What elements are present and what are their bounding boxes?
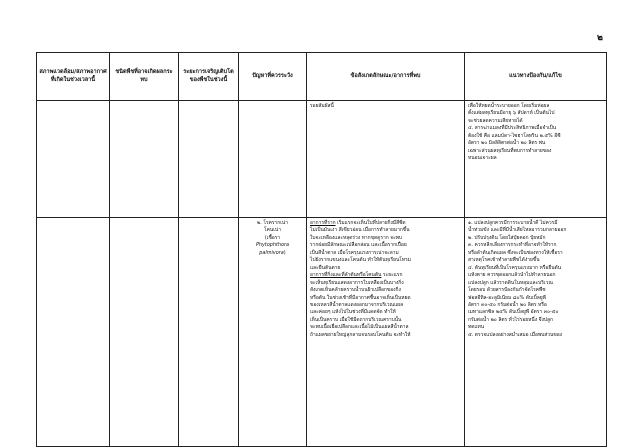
problem-label: ๒. โรครากเน่า โคนเน่า (เชื้อรา [257, 220, 288, 241]
cell-growth-stage [179, 218, 239, 447]
stem-symptom-heading: อาการที่กิ่งและที่ลำต้นหรือโคนต้น [310, 272, 382, 279]
stem-symptom-text: ระยะแรก จะเห็นทุเรียนแสดงอาการใบเหลืองเป็นบางกิ่ง สังเกตเห็นคล้ายคราบน้ำบนผิวเปลือกของกิ่ง หรือต้น ในช่วงเช้าที่มีอากาศชื้นอาจเห็นเป็นหยด ของเหลวสีน้ำตาลแดงออกมาจากบริเวณแผล และค่อยๆ แห้งไปในช่วงที่มีแดดจัด ทำให้ เห็นเป็นคราบ เมื่อใช้มีดถากบริเวณคราบนั้น จะพบเนื้อเยื่อเปลือกและเนื้อไม้เป็นแผลสีน้ำตาล ถ้าแผลขยายใหญ่ลุกลามจนรอบโคนต้น จะทำให้ [310, 272, 411, 338]
root-symptom-text: เริ่มแรกจะเห็นใบที่ปลายกิ่งมีสีซีด ไม่เป็นมันเงา สีเขียวอ่อน เมื่อการทำลายมากขึ้น ใบจะเหลืองและหลุดร่วง หากขุดดูราก จะพบ รากฝอยมีลักษณะเปลือกล่อน และเนื้อรากเปื่อย เป็นสีน้ำตาล เมื่อโรครุนแรงการเน่าจะลาม ไปยังรากแขนงและโคนต้น ทำให้ต้นทุเรียนโทรม และยืนต้นตาย [310, 220, 412, 271]
header-observation: ข้อสังเกตลักษณะ/อาการที่พบ [307, 53, 465, 101]
cell-prevention [465, 101, 607, 218]
cell-prevention [465, 218, 607, 447]
header-problem: ปัญหาที่ควรระวัง [239, 53, 307, 101]
root-symptom-heading: อาการที่ราก [310, 220, 336, 226]
observation-text [307, 218, 464, 341]
cell-environment [37, 218, 110, 447]
header-environment: สภาพแวดล้อม/สภาพอากาศที่เกิดในช่วงเวลานี้ [37, 53, 110, 101]
page-number: ๒ [597, 33, 603, 43]
header-growth-stage: ระยะการเจริญเติบโตของพืชในช่วงนี้ [179, 53, 239, 101]
table-row [37, 218, 607, 447]
cell-crop-type [110, 218, 179, 447]
problem-text [239, 218, 306, 259]
cell-problem [239, 218, 307, 447]
cell-environment [37, 101, 110, 218]
problem-scientific-name: Phytophthora palmivora [255, 242, 290, 256]
observation-text: รอยสัมผัสนี้ [310, 103, 334, 109]
table-row [37, 101, 607, 218]
cell-observation [307, 101, 465, 218]
table-header-row [37, 53, 607, 101]
prevention-text: ๑. แปลงปลูกควรมีการระบายน้ำดี ไม่ควรมี น้ำท่วมขัง และมีที่มีน้ำเสียไหลมารวมกลายออก ๒. ปรับปรุงดิน โดยใส่ปุ๋ยคอก ปุ๋ยหมัก ๓. ควรหลีกเลี่ยงการกระทำที่อาจทำให้ราก หรือลำต้นเกิดแผล ซึ่งจะเป็นช่องทางให้เชื้อรา สาเหตุโรคเข้าทำลายพืชได้ง่ายขึ้น ๔. ต้นทุเรียนที่เป็นโรครุนแรงมาก หรือยืนต้น แห้งตาย ควรขุดออกแล้วนำไปทำลายนอก แปลงปลูก แล้วราดดินในหลุมและบริเวณ โดยรอบ ด้วยสารป้องกันกำจัดโรคพืช ฟอสอีทิล-อะลูมิเนียม ๘๐% ดับเบิ้ลยูพี อัตรา ๓๐-๕๐ กรัมต่อน้ำ ๒๐ ลิตร หรือ เมทาแลกซิล ๒๕% ดับเบิ้ลยูพี อัตรา ๓๐-๕๐ กรัมต่อน้ำ ๒๐ ลิตร ทั่วไร่รอยหนึ่ง จึงปลูก ทดแทน ๕. ตรวจแปลงอย่างสม่ำเสมอ เมื่อพบส่วนของ [468, 220, 567, 338]
prevention-text: เพื่อให้หยดน้ำระบายออก โดยเริ่มห่อผล ตั้งแต่ผลทุเรียนมีอายุ ๖ สัปดาห์ เป็นต้นไป จะช่วยลดความเสียหายได้ ๔. สารฆ่าแมลงที่มีประสิทธิภาพเมื่อจำเป็น ต้องใช้ คือ แลมบ์ดา-ไซฮาโลทริน ๒.๕% อีซี อัตรา ๒๐ มิลลิลิตรต่อน้ำ ๒๐ ลิตร พ่น เฉพาะส่วนผลทุเรียนที่พบการทำลายของ หนอนเจาะผล [468, 103, 561, 162]
cell-crop-type [110, 101, 179, 218]
advisory-table [36, 52, 607, 447]
cell-observation [307, 218, 465, 447]
problem-close: ) [283, 249, 286, 256]
header-prevention: แนวทางป้องกัน/แก้ไข [465, 53, 607, 101]
header-crop-type: ชนิดพืชที่อาจเกิดผลกระทบ [110, 53, 179, 101]
cell-problem [239, 101, 307, 218]
cell-growth-stage [179, 101, 239, 218]
